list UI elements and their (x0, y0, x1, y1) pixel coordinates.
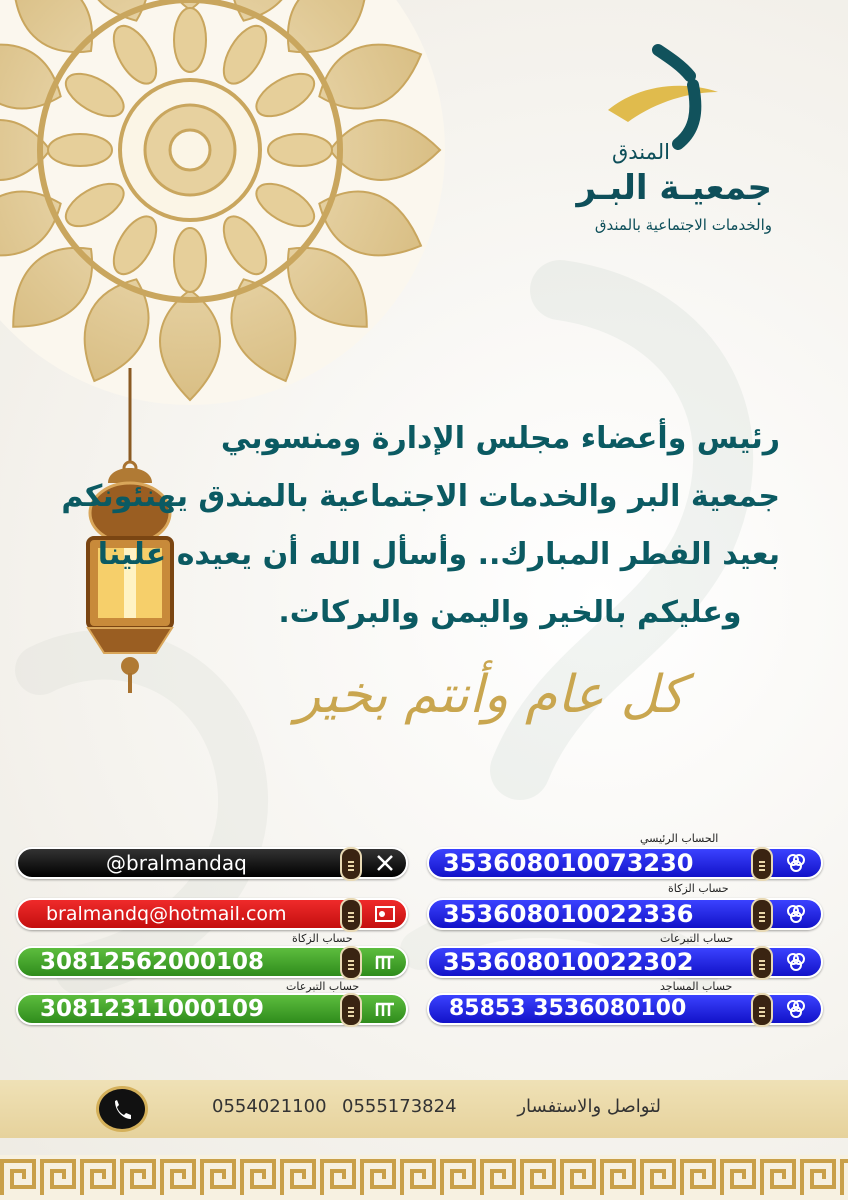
contact-label: لتواصل والاستفسار (517, 1096, 661, 1117)
logo-emblem-icon (598, 40, 728, 150)
account-number-zakat: 353608010022336 (443, 900, 694, 928)
account-number-donations: 353608010022302 (443, 948, 694, 976)
account-label-main: الحساب الرئيسي (640, 832, 719, 845)
twitter-handle: @bralmandaq (106, 851, 247, 875)
alrajhi-number-donations: 30812311000109 (40, 996, 265, 1022)
message-line-2: جمعية البر والخدمات الاجتماعية بالمندق يهنئونكم (61, 479, 780, 514)
account-pill-zakat[interactable] (427, 898, 823, 930)
account-label-zakat: حساب الزكاة (668, 882, 729, 895)
bank-logo-icon (785, 998, 807, 1020)
account-pill-main[interactable] (427, 847, 823, 879)
separator-icon (751, 898, 773, 932)
account-number-mosques: 85853 3536080100 (449, 996, 687, 1021)
contact-phone-1[interactable]: 0555173824 (342, 1096, 457, 1117)
separator-icon (751, 847, 773, 881)
separator-icon (340, 847, 362, 881)
organization-logo (548, 40, 788, 250)
decorative-border (0, 1155, 848, 1200)
separator-icon (340, 946, 362, 980)
alrajhi-pill-donations[interactable] (16, 993, 408, 1025)
account-pill-mosques[interactable] (427, 993, 823, 1025)
separator-icon (340, 993, 362, 1027)
account-label-donations: حساب التبرعات (660, 932, 734, 945)
alrajhi-label-zakat: حساب الزكاة (292, 932, 353, 945)
separator-icon (751, 993, 773, 1027)
email-pill[interactable] (16, 898, 408, 930)
contact-phone-2[interactable]: 0554021100 (212, 1096, 327, 1117)
email-address: bralmandq@hotmail.com (46, 903, 287, 925)
bank-logo-icon (785, 903, 807, 925)
logo-subtitle: والخدمات الاجتماعية بالمندق (594, 216, 772, 234)
message-line-3: بعيد الفطر المبارك.. وأسأل الله أن يعيده علينا (97, 537, 780, 572)
alrajhi-bank-icon (374, 951, 396, 973)
alrajhi-pill-zakat[interactable] (16, 946, 408, 978)
alrajhi-number-zakat: 30812562000108 (40, 949, 265, 975)
account-number-main: 353608010073230 (443, 849, 694, 877)
outlook-mail-icon (374, 903, 396, 925)
x-twitter-icon (374, 852, 396, 874)
account-label-mosques: حساب المساجد (660, 980, 733, 993)
separator-icon (340, 898, 362, 932)
message-line-1: رئيس وأعضاء مجلس الإدارة ومنسوبي (220, 421, 780, 456)
account-pill-donations[interactable] (427, 946, 823, 978)
twitter-pill[interactable] (16, 847, 408, 879)
message-line-4: وعليكم بالخير واليمن والبركات. (278, 595, 742, 630)
phone-icon[interactable] (96, 1086, 148, 1132)
mandala-ornament (0, 0, 450, 410)
logo-title: جمعيـة البـر (576, 168, 772, 208)
phone-glyph-icon (99, 1089, 145, 1129)
bank-logo-icon (785, 951, 807, 973)
alrajhi-label-donations: حساب التبرعات (286, 980, 360, 993)
greeting-message (61, 410, 780, 642)
greeting-text: كل عام وأنتم بخير (295, 665, 685, 725)
alrajhi-bank-icon (374, 998, 396, 1020)
bank-logo-icon (785, 852, 807, 874)
eid-greeting-calligraphy (270, 640, 710, 760)
logo-small-text: المندق (611, 140, 670, 164)
separator-icon (751, 946, 773, 980)
